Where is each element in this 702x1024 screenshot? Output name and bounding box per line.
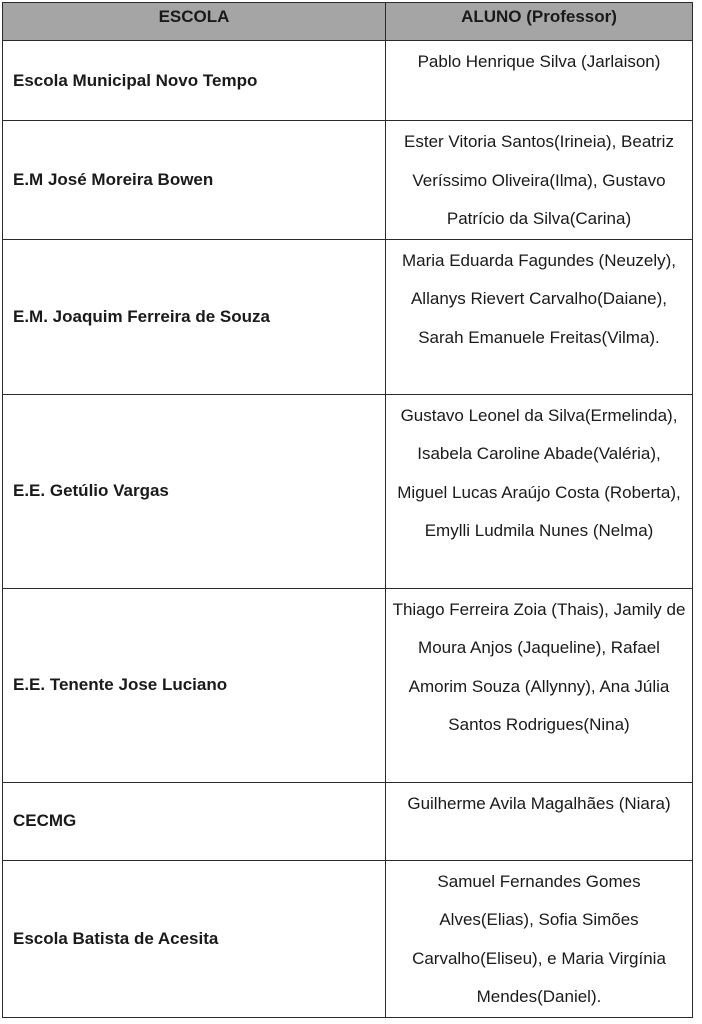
table-row	[3, 121, 693, 240]
school-name-cell: E.M José Moreira Bowen	[3, 121, 386, 240]
school-name-cell: CECMG	[3, 782, 386, 860]
table-row	[3, 239, 693, 394]
schools-table	[2, 2, 693, 1018]
students-cell: Guilherme Avila Magalhães (Niara)	[386, 782, 693, 860]
school-name-cell: Escola Batista de Acesita	[3, 860, 386, 1017]
table-row	[3, 41, 693, 121]
header-row	[3, 3, 693, 41]
students-cell: Thiago Ferreira Zoia (Thais), Jamily de Moura Anjos (Jaqueline), Rafael Amorim Souza (Allynny), Ana Júlia Santos Rodrigues(Nina)	[386, 588, 693, 782]
students-cell: Gustavo Leonel da Silva(Ermelinda), Isabela Caroline Abade(Valéria), Miguel Lucas Araújo Costa (Roberta), Emylli Ludmila Nunes (Nelma)	[386, 394, 693, 588]
table-body	[3, 41, 693, 1018]
school-name-cell: E.E. Getúlio Vargas	[3, 394, 386, 588]
students-cell: Samuel Fernandes Gomes Alves(Elias), Sofia Simões Carvalho(Eliseu), e Maria Virgínia Mendes(Daniel).	[386, 860, 693, 1017]
table-row	[3, 782, 693, 860]
header-student: ALUNO (Professor)	[386, 3, 693, 41]
students-cell: Ester Vitoria Santos(Irineia), Beatriz Veríssimo Oliveira(Ilma), Gustavo Patrício da Silva(Carina)	[386, 121, 693, 240]
school-name-cell: Escola Municipal Novo Tempo	[3, 41, 386, 121]
table-row	[3, 394, 693, 588]
students-cell: Pablo Henrique Silva (Jarlaison)	[386, 41, 693, 121]
table-header	[3, 3, 693, 41]
table-row	[3, 860, 693, 1017]
table-row	[3, 588, 693, 782]
header-school: ESCOLA	[3, 3, 386, 41]
students-cell: Maria Eduarda Fagundes (Neuzely), Allanys Rievert Carvalho(Daiane), Sarah Emanuele Freitas(Vilma).	[386, 239, 693, 394]
school-name-cell: E.E. Tenente Jose Luciano	[3, 588, 386, 782]
school-name-cell: E.M. Joaquim Ferreira de Souza	[3, 239, 386, 394]
